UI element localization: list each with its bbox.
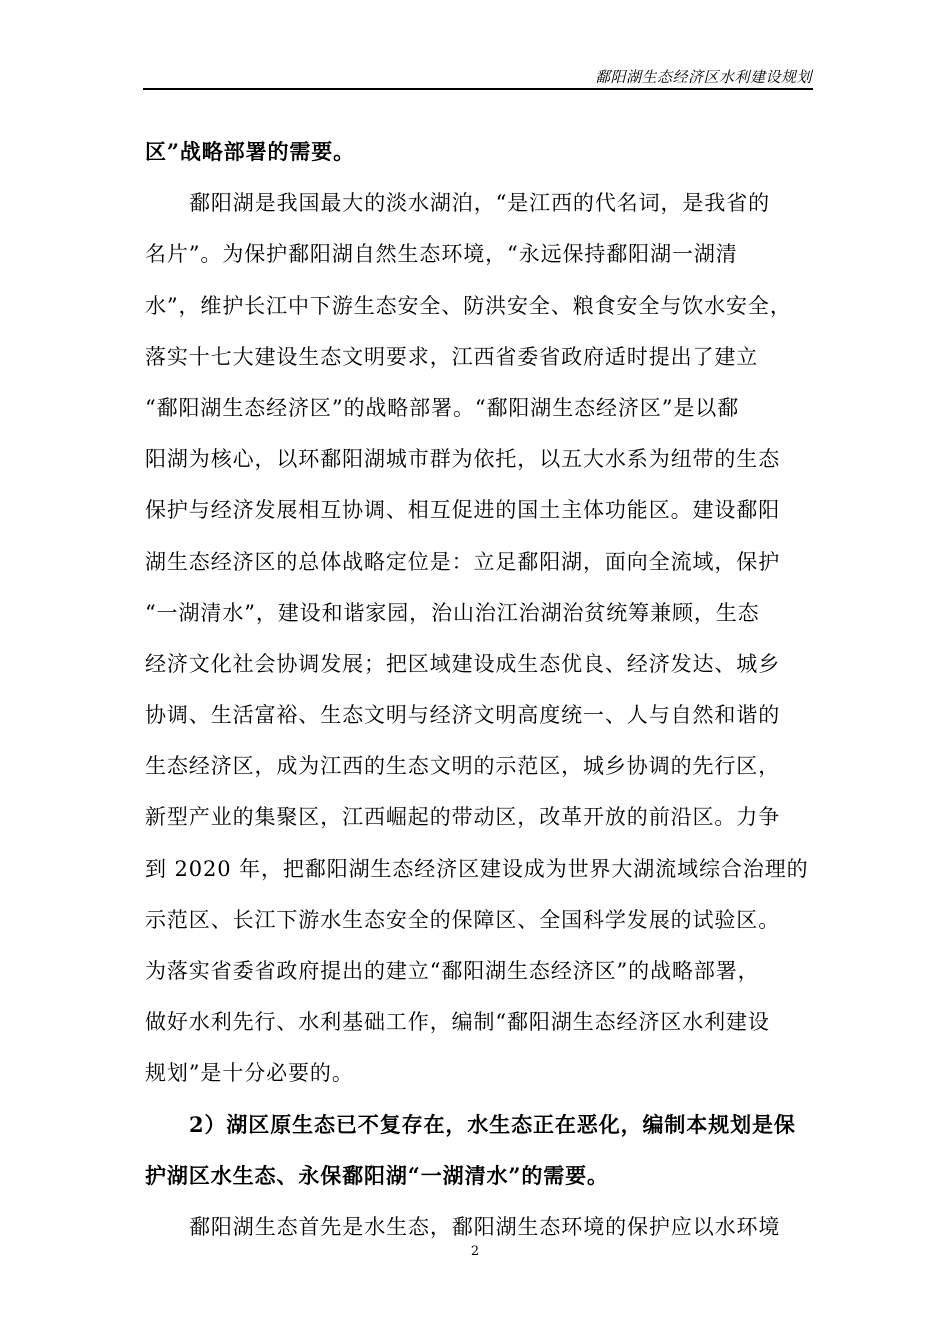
paragraph-line: “鄱阳湖生态经济区”的战略部署。“鄱阳湖生态经济区”是以鄱: [145, 395, 740, 420]
paragraph-line: 做好水利先行、水利基础工作，编制“鄱阳湖生态经济区水利建设: [145, 1010, 770, 1035]
paragraph-line: 为落实省委省政府提出的建立“鄱阳湖生态经济区”的战略部署，: [145, 959, 760, 983]
paragraph-line: “一湖清水”，建设和谐家园，治山治江治湖治贫统筹兼顾，生态: [145, 600, 760, 625]
page-number: 2: [470, 1244, 480, 1259]
section-heading-line: 2）湖区原生态已不复存在，水生态正在恶化，编制本规划是保: [189, 1111, 796, 1137]
paragraph-line: 名片”。为保护鄱阳湖自然生态环境，“永远保持鄱阳湖一湖清: [145, 242, 738, 267]
paragraph-line: 保护与经济发展相互协调、相互促进的国土主体功能区。建设鄱阳: [145, 498, 781, 523]
paragraph-line: 规划”是十分必要的。: [145, 1061, 354, 1086]
paragraph-line: 新型产业的集聚区，江西崛起的带动区，改革开放的前沿区。力争: [145, 805, 781, 830]
paragraph-line: 协调、生活富裕、生态文明与经济文明高度统一、人与自然和谐的: [145, 703, 781, 728]
header-divider: [143, 88, 813, 90]
paragraph-line: 落实十七大建设生态文明要求，江西省委省政府适时提出了建立: [145, 344, 759, 369]
paragraph-line: 阳湖为核心，以环鄱阳湖城市群为依托，以五大水系为纽带的生态: [145, 447, 781, 472]
running-header: 鄱阳湖生态经济区水利建设规划: [594, 68, 812, 86]
paragraph-line: 区”战略部署的需要。: [145, 139, 356, 164]
paragraph-line: 水”，维护长江中下游生态安全、防洪安全、粮食安全与饮水安全，: [145, 293, 792, 318]
paragraph-line: 经济文化社会协调发展；把区域建设成生态优良、经济发达、城乡: [145, 651, 781, 676]
body-text: [145, 132, 817, 1258]
paragraph-line: 鄱阳湖是我国最大的淡水湖泊，“是江西的代名词，是我省的: [189, 191, 771, 216]
section-heading-line: 护湖区水生态、永保鄱阳湖“一湖清水”的需要。: [145, 1162, 609, 1188]
paragraph-line: 湖生态经济区的总体战略定位是：立足鄱阳湖，面向全流域，保护: [145, 549, 781, 574]
paragraph-line: 鄱阳湖生态首先是水生态，鄱阳湖生态环境的保护应以水环境: [189, 1214, 781, 1239]
paragraph-line: 生态经济区，成为江西的生态文明的示范区，城乡协调的先行区，: [145, 754, 781, 779]
paragraph-line: 到 2020 年，把鄱阳湖生态经济区建设成为世界大湖流域综合治理的: [145, 856, 809, 881]
paragraph-line: 示范区、长江下游水生态安全的保障区、全国科学发展的试验区。: [145, 907, 781, 932]
